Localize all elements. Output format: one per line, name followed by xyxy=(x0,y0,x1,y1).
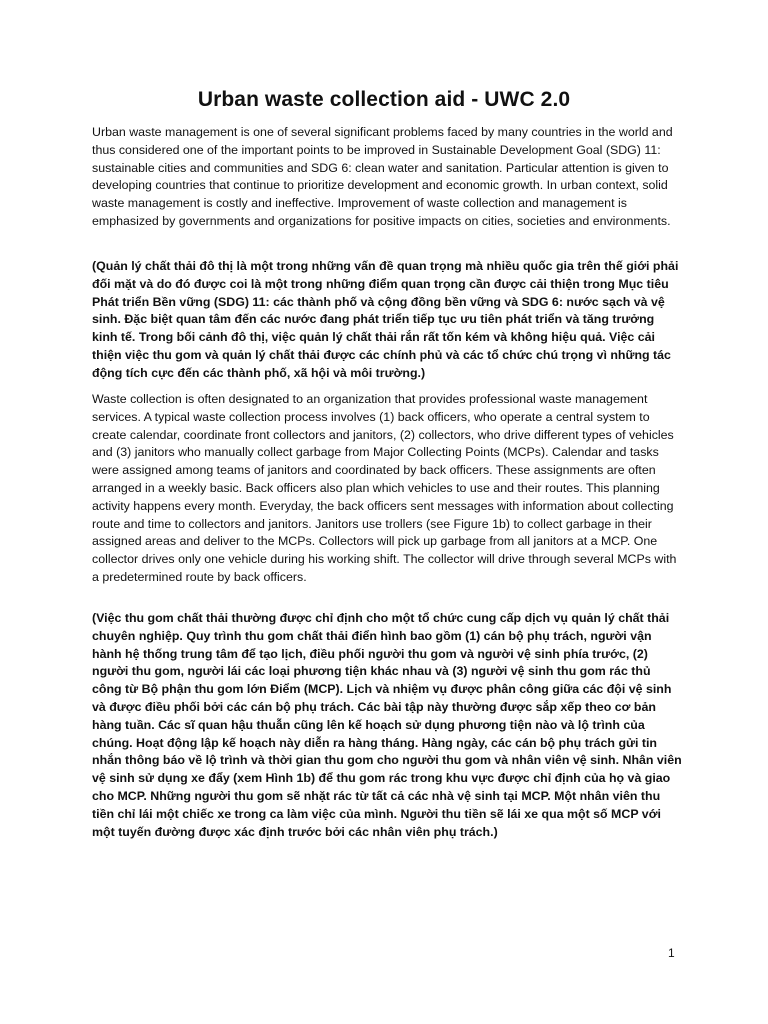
paragraph-vietnamese-process: (Việc thu gom chất thải thường được chỉ định cho một tổ chức cung cấp dịch vụ quản lý chất thải chuyên nghiệp. Quy trình thu gom chất thải điển hình bao gồm (1) cán bộ phụ trách, người vận hành hệ thống trung tâm để tạo lịch, điều phối người thu gom và người vệ sinh phía trước, (2) người thu gom, người lái các loại phương tiện khác nhau và (3) người vệ sinh thu gom rác thủ công từ Bộ phận thu gom lớn Điểm (MCP). Lịch và nhiệm vụ được phân công giữa các đội vệ sinh và được điều phối bởi các cán bộ phụ trách. Các bài tập này thường được sắp xếp theo cơ bản hàng tuần. Các sĩ quan hậu thuẫn cũng lên kế hoạch sử dụng phương tiện nào và lộ trình của chúng. Hoạt động lập kế hoạch này diễn ra hàng tháng. Hàng ngày, các cán bộ phụ trách gửi tin nhắn thông báo về lộ trình và thời gian thu gom cho người thu gom và nhân viên vệ sinh. Nhân viên vệ sinh sử dụng xe đẩy (xem Hình 1b) để thu gom rác trong khu vực được chỉ định của họ và giao cho MCP. Những người thu gom sẽ nhặt rác từ tất cả các nhà vệ sinh tại MCP. Một nhân viên thu tiền chỉ lái một chiếc xe trong ca làm việc của mình. Người thu tiền sẽ lái xe qua một số MCP với một tuyến đường được xác định trước bởi các nhân viên phụ trách.) xyxy=(92,611,682,839)
paragraph-english-process: Waste collection is often designated to an organization that provides professional waste management services. A typical waste collection process involves (1) back officers, who operate a central system to create calendar, coordinate front collectors and janitors, (2) collectors, who drive different types of vehicles and (3) janitors who manually collect garbage from Major Collecting Points (MCPs). Calendar and tasks were assigned among teams of janitors and coordinated by back officers. These assignments are often arranged in a weekly basic. Back officers also plan which vehicles to use and their routes. This planning activity happens every month. Everyday, the back officers sent messages with information about collecting route and time to collectors and janitors. Janitors use trollers (see Figure 1b) to collect garbage in their assigned areas and deliver to the MCPs. Collectors will pick up garbage from all janitors at a MCP. One collector drives only one vehicle during his working shift. The collector will drive through several MCPs with a predetermined route by back officers. xyxy=(92,392,677,584)
document-title: Urban waste collection aid - UWC 2.0 xyxy=(197,88,571,111)
paragraph-english-intro: Urban waste management is one of several significant problems faced by many countries in the world and thus considered one of the important points to be improved in Sustainable Development Goal (SDG) 11: sustainable cities and communities and SDG 6: clean water and sanitation. Particular attention is given to developing countries that continue to prioritize development and economic growth. In urban context, solid waste management is costly and ineffective. Improvement of waste collection and management is emphasized by governments and organizations for positive impacts on cities, societies and environments. xyxy=(92,125,673,228)
paragraph-vietnamese-intro: (Quản lý chất thải đô thị là một trong những vấn đề quan trọng mà nhiều quốc gia trên thế giới phải đối mặt và do đó được coi là một trong những điểm quan trọng cần được cải thiện trong Mục tiêu Phát triển Bền vững (SDG) 11: các thành phố và cộng đồng bền vững và SDG 6: nước sạch và vệ sinh. Đặc biệt quan tâm đến các nước đang phát triển tiếp tục ưu tiên phát triển và tăng trưởng kinh tế. Trong bối cảnh đô thị, việc quản lý chất thải rắn rất tốn kém và không hiệu quả. Việc cải thiện việc thu gom và quản lý chất thải được các chính phủ và các tổ chức chú trọng vì những tác động tích cực đến các thành phố, xã hội và môi trường.) xyxy=(92,259,679,380)
page-number: 1 xyxy=(668,946,675,960)
